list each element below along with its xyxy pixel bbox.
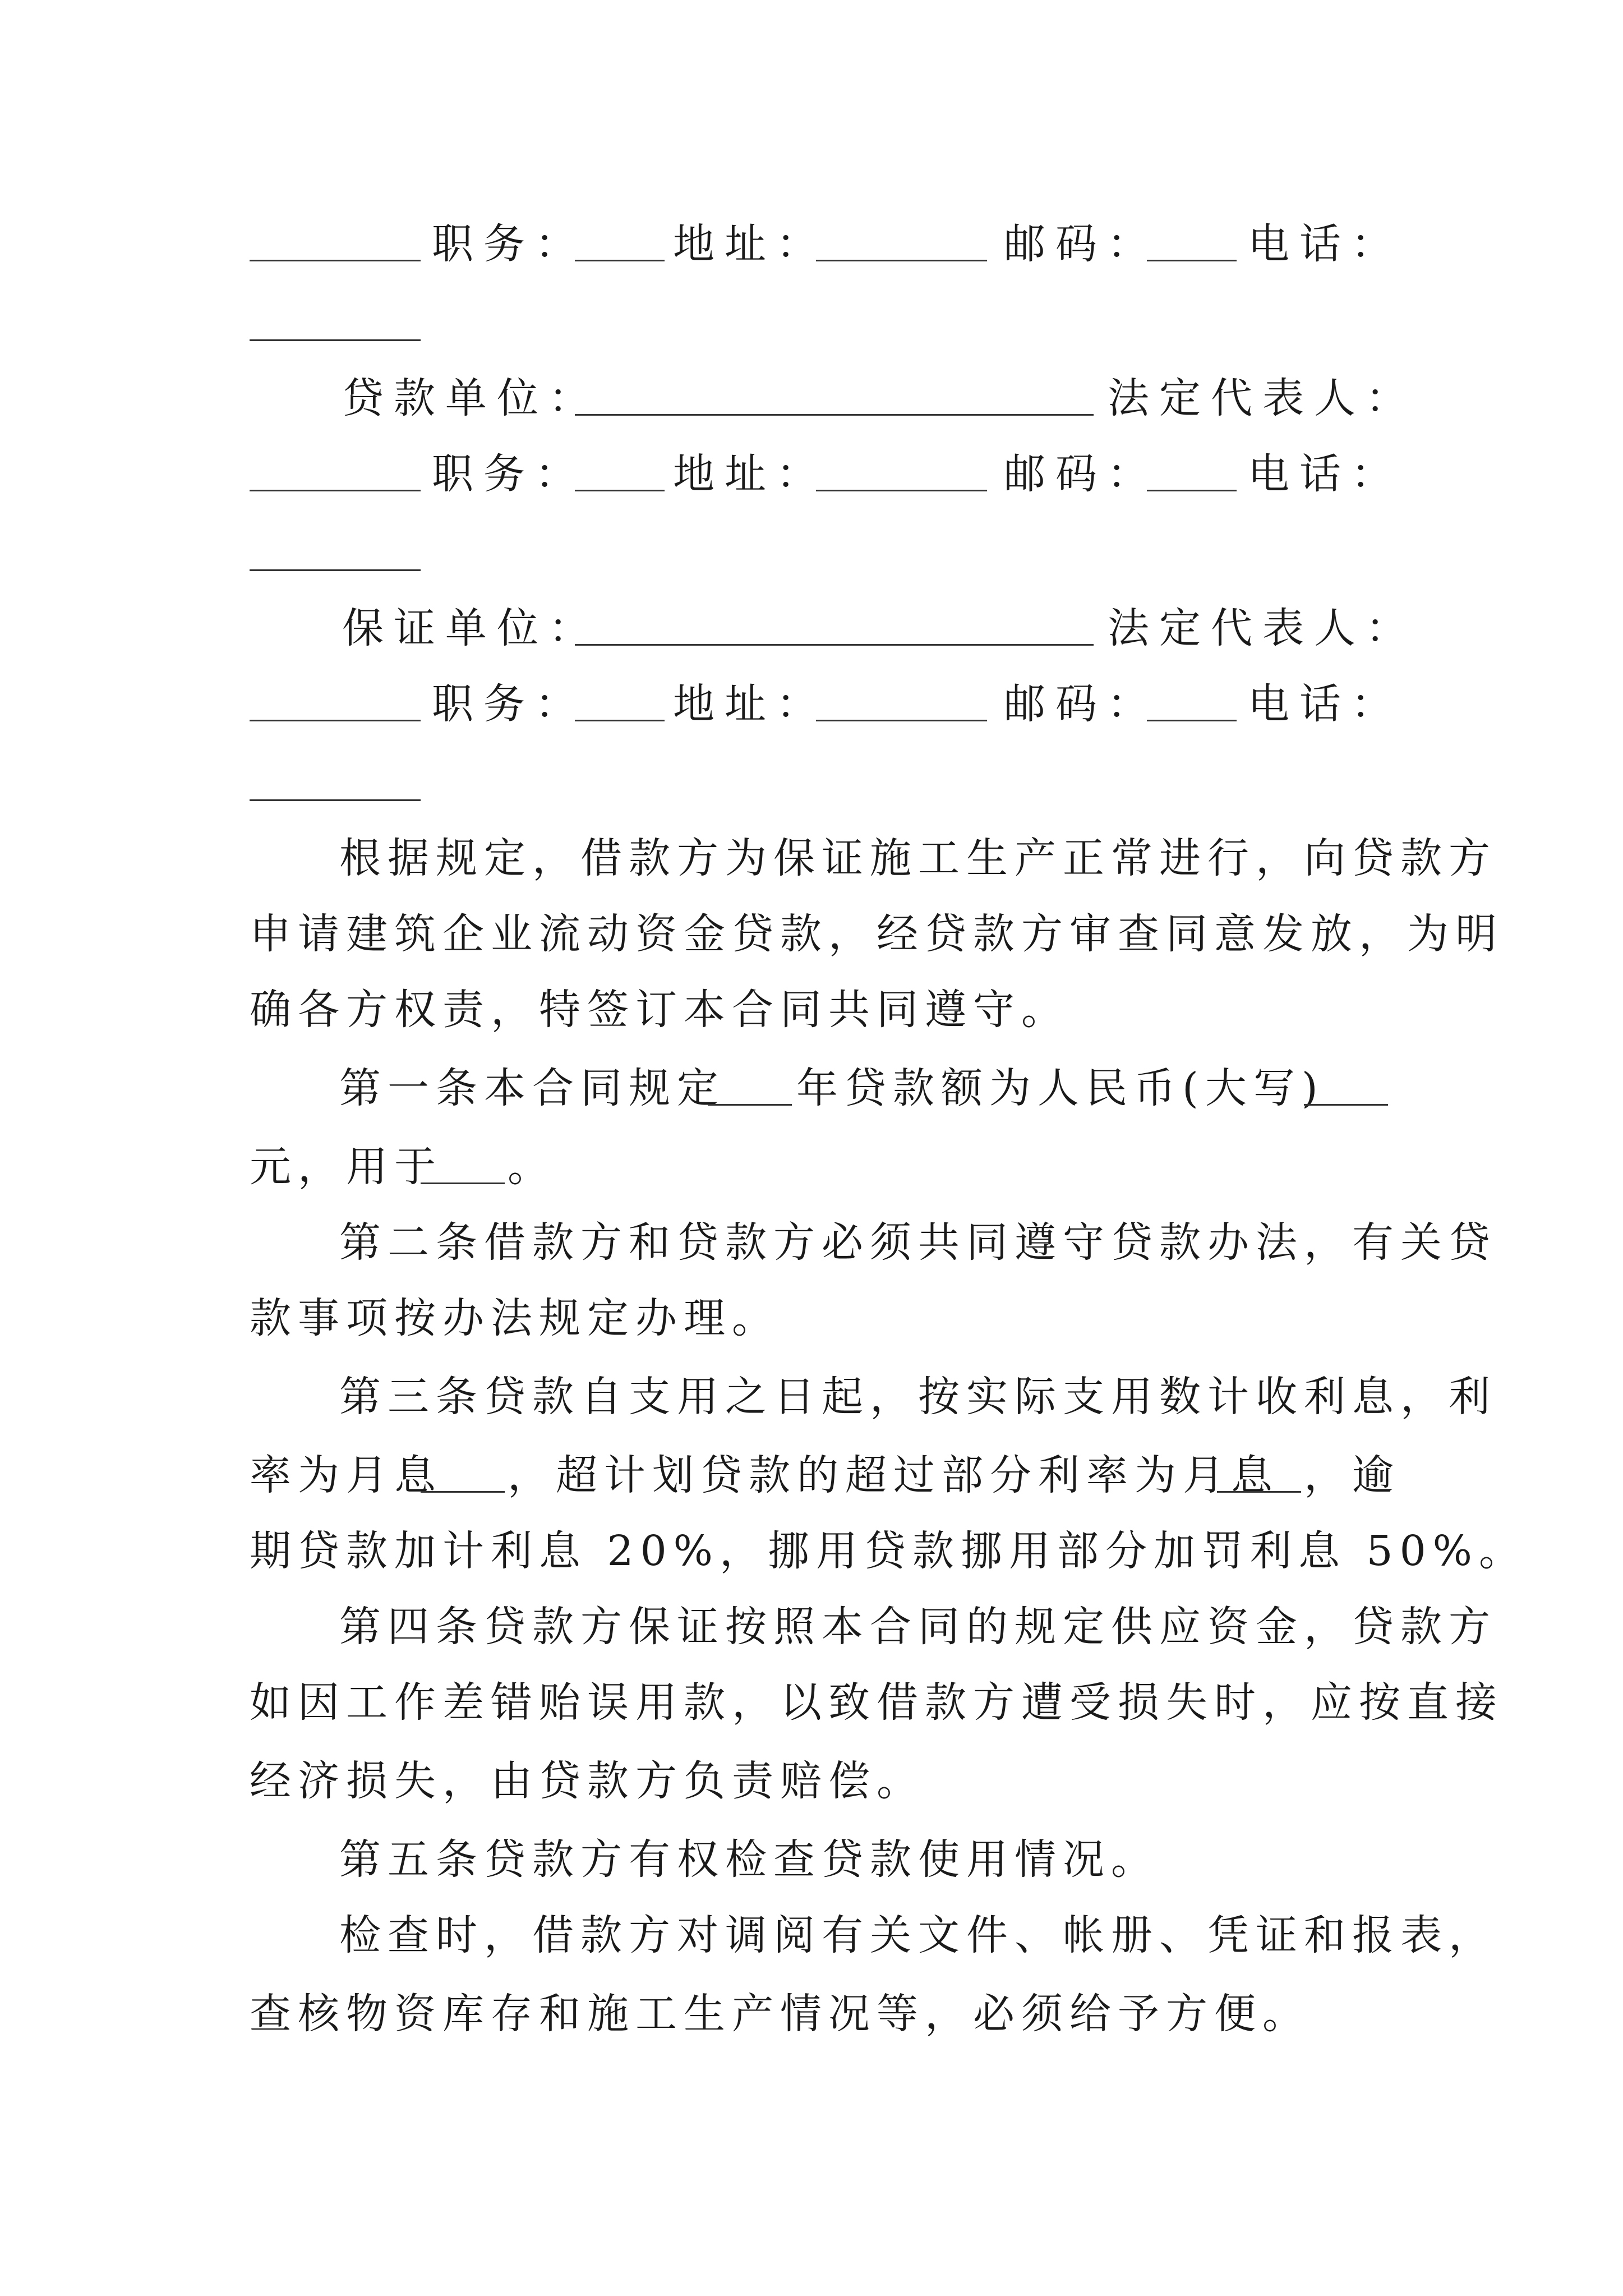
intro-line-1: 根据规定，借款方为保证施工生产正常进行，向贷款方 [339, 834, 1497, 882]
contact-row-2 [0, 440, 1623, 508]
postcode-label: 邮码： [1004, 450, 1159, 498]
blank-postcode [1147, 490, 1237, 491]
phone-label: 电话： [1248, 220, 1403, 268]
intro-line-2: 申请建筑企业流动资金贷款，经贷款方审查同意发放，为明 [250, 910, 1504, 958]
blank-name [250, 260, 421, 261]
contact-row-1 [0, 210, 1623, 278]
article-4-line-2: 如因工作差错贻误用款，以致借款方遭受损失时，应按直接 [250, 1678, 1504, 1727]
blank-address [816, 490, 987, 491]
blank-phone [250, 799, 421, 801]
blank-lender [575, 414, 1094, 416]
article-2-line-2: 款事项按办法规定办理。 [250, 1294, 780, 1342]
blank-phone [250, 339, 421, 341]
blank-position [575, 490, 665, 491]
blank-purpose [421, 1182, 505, 1184]
address-label: 地址： [673, 450, 828, 498]
blank-name [250, 490, 421, 491]
blank-year [708, 1104, 792, 1106]
article-3-line-3: 期贷款加计利息 20%，挪用贷款挪用部分加罚利息 50%。 [250, 1527, 1527, 1575]
article-1-line-1 [0, 1055, 1623, 1122]
article-1-text-d: 。 [508, 1143, 556, 1191]
phone-label: 电话： [1248, 680, 1403, 728]
blank-position [575, 260, 665, 261]
intro-line-3: 确各方权责，特签订本合同共同遵守。 [250, 986, 1069, 1034]
article-2-line-1: 第二条借款方和贷款方必须共同遵守贷款办法，有关贷 [339, 1218, 1497, 1267]
address-label: 地址： [673, 680, 828, 728]
position-label: 职务： [432, 680, 587, 728]
lender-legal-rep-label: 法定代表人： [1108, 374, 1417, 422]
postcode-label: 邮码： [1004, 220, 1159, 268]
guarantor-label: 保证单位： [342, 604, 600, 652]
phone-label: 电话： [1248, 450, 1403, 498]
article-1-text-c: 元，用于 [250, 1143, 442, 1191]
blank-guarantor [575, 644, 1094, 646]
guarantor-row [0, 595, 1623, 662]
blank-monthly-rate [421, 1491, 505, 1493]
blank-postcode [1147, 720, 1237, 721]
lender-row [0, 365, 1623, 432]
article-3-text-a: 率为月息 [250, 1451, 442, 1499]
blank-address [816, 720, 987, 721]
article-1-text-a: 第一条本合同规定 [339, 1064, 725, 1112]
position-label: 职务： [432, 220, 587, 268]
article-1-text-b: 年贷款额为人民币(大写) [796, 1064, 1325, 1112]
guarantor-legal-rep-label: 法定代表人： [1108, 604, 1417, 652]
blank-amount [1304, 1104, 1388, 1106]
blank-address [816, 260, 987, 261]
article-3-line-1: 第三条贷款自支用之日起，按实际支用数计收利息，利 [339, 1373, 1497, 1421]
postcode-label: 邮码： [1004, 680, 1159, 728]
article-1-line-2 [0, 1133, 1623, 1200]
article-5-line-3: 查核物资库存和施工生产情况等，必须给予方便。 [250, 1990, 1311, 2038]
article-5-line-1: 第五条贷款方有权检查贷款使用情况。 [339, 1835, 1159, 1884]
article-4-line-1: 第四条贷款方保证按照本合同的规定供应资金，贷款方 [339, 1603, 1497, 1651]
article-3-line-2 [0, 1442, 1623, 1509]
blank-postcode [1147, 260, 1237, 261]
blank-over-plan-rate [1217, 1491, 1301, 1493]
lender-label: 贷款单位： [342, 374, 600, 422]
article-3-text-c: ，逾 [1304, 1451, 1400, 1499]
address-label: 地址： [673, 220, 828, 268]
article-5-line-2: 检查时，借款方对调阅有关文件、帐册、凭证和报表， [339, 1911, 1497, 1959]
blank-position [575, 720, 665, 721]
position-label: 职务： [432, 450, 587, 498]
blank-phone [250, 569, 421, 571]
contact-row-3 [0, 670, 1623, 738]
article-4-line-3: 经济损失，由贷款方负责赔偿。 [250, 1757, 925, 1805]
blank-name [250, 720, 421, 721]
article-3-text-b: ，超计划贷款的超过部分利率为月息 [508, 1451, 1279, 1499]
